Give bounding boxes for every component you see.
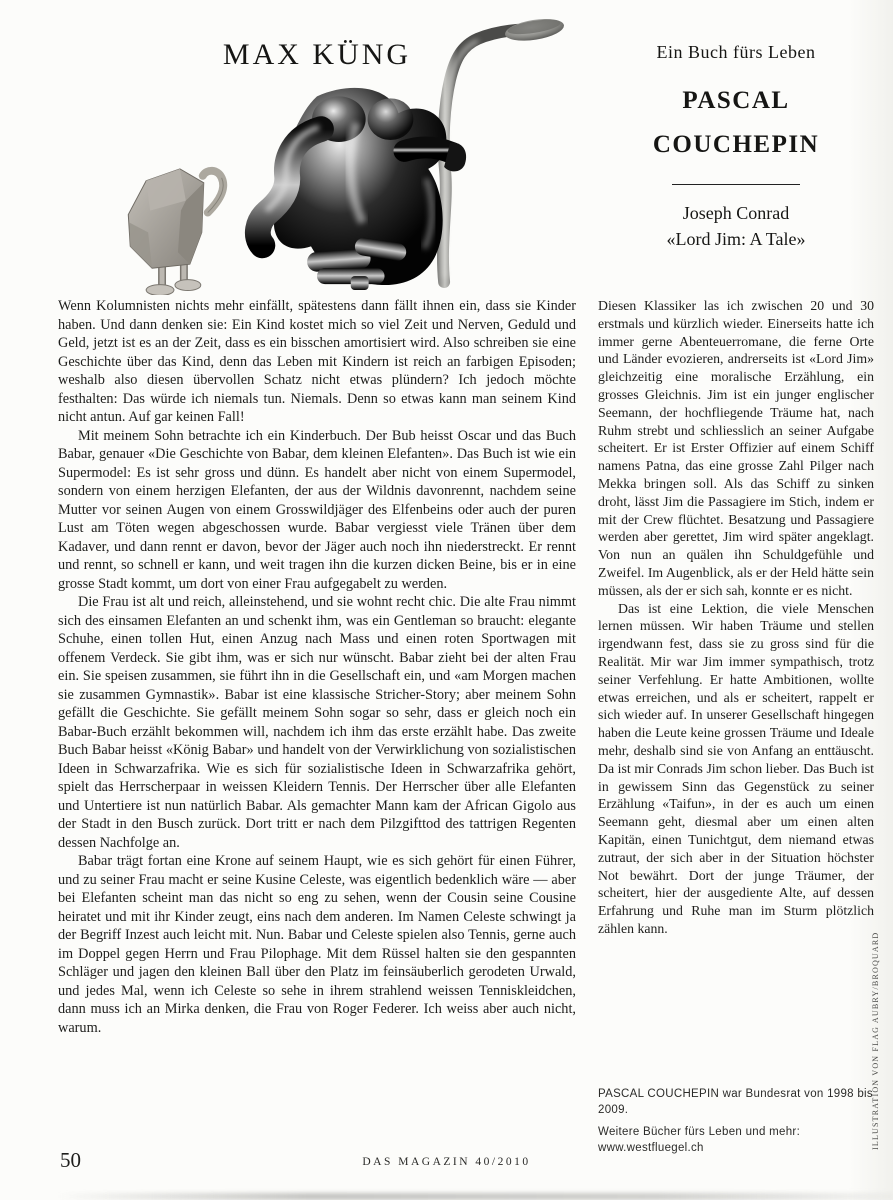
article-paragraph: Mit meinem Sohn betrachte ich ein Kinderbuch. Der Bub heisst Oscar und das Buch Babar, genauer «Die Geschichte von Babar, dem kleinen Elefanten». Das Buch ist wie ein Supermodel: Es ist sehr gross und dünn. Es handelt aber nicht von einem Supermodel, sondern von einem herzigen Elefanten, der aus der Wildnis davonrennt, nachdem seine Mutter vor seinen Augen von einem Grosswildjäger des Elfenbeins oder auch der puren Lust am Töten wegen abgeschossen wurde. Babar vergiesst viele Tränen über dem Kadaver, und dann rennt er davon, bevor der Jäger auch noch ihn niederstreckt. Er rennt und rennt, so schnell er kann, und weit tragen ihn die kurzen dicken Beine, bis er in eine grosse Stadt kommt, um dort von einer Frau aufgegabelt zu werden. (58, 427, 576, 592)
magazine-issue-label: DAS MAGAZIN 40/2010 (362, 1156, 531, 1168)
series-kicker: Ein Buch fürs Leben (656, 42, 816, 62)
scan-edge-shadow (55, 1193, 893, 1200)
header-divider (672, 184, 800, 185)
book-author: Joseph Conrad (682, 203, 790, 223)
article-paragraph: Das ist eine Lektion, die viele Menschen lernen müssen. Wir haben Träume und stellen irgendwann fest, dass sie zu gross sind für die Realität. Mir war Jim immer sympathisch, trotz seiner Verfehlung. Er hatte Ambitionen, wollte etwas erreichen, und als er scheitert, rappelt er sich wieder auf. In unserer Gesellschaft hingegen haben die Leute keine grossen Träume und Ideale mehr, deshalb sind sie von Anfang an enttäuscht. Da ist mir Conrads Jim schon lieber. Das Buch ist in gewissem Sinn das Gegenstück zu seiner Erzählung «Taifun», in der es auch um einen Seemann geht, diesmal aber um einen alten Kapitän, einen Tunichtgut, dem niemand etwas zutraut, der sich aber in der Situation höchster Not bewährt. Dort der junge Träumer, der scheitert, hier der ausgediente Alte, auf dessen Erfahrung und Ruhe man im Sturm plötzlich zählen kann. (598, 600, 874, 936)
book-title: «Lord Jim: A Tale» (666, 229, 806, 249)
website-url: www.westfluegel.ch (598, 1142, 704, 1154)
stone-figure-icon (128, 169, 223, 295)
author-bio-note: PASCAL COUCHEPIN war Bundesrat von 1998 bis 2009. (598, 1088, 873, 1116)
article-paragraph: Die Frau ist alt und reich, alleinstehend, und sie wohnt recht chic. Die alte Frau nimmt sich des einsamen Elefanten an und schenkt ihm, was ein Gentleman so braucht: elegante Schuhe, einen tollen Hut, einen Anzug nach Mass und einen roten Sportwagen mit offenem Verdeck. Sie gibt ihm, was er sich nur wünscht. Babar zieht bei der alten Frau ein. Sie speisen zusammen, sie führt ihn in die Gesellschaft ein, und «am Morgen machen sie zusammen Gymnastik». Babar ist eine klassische Stricher-Story; aber meinem Sohn gefällt die Geschichte. Sie gefällt meinem Sohn sogar so sehr, dass er gleich noch ein Babar-Buch erzählt bekommen will, nachdem ich ihm das erste erzählt habe. Das zweite Buch Babar heisst «König Babar» und handelt von der Verwirklichung von sozialistischen Ideen in Schwarzafrika. Wie es sich für sozialistische Ideen in Schwarzafrika gehört, spielt das Herrscherpaar in weissen Kleidern Tennis. Der Herrscher über alle Elefanten und Untertiere ist nun natürlich Babar. Als gemachter Mann kam der African Gigolo aus der Stadt in den Busch zurück. Dort tritt er nach dem Pilzgifttod des tattrigen Regenten dessen Nachfolge an. (58, 594, 576, 851)
right-column-header (598, 42, 874, 252)
column-author-title: MAX KÜNG (222, 38, 412, 71)
article-paragraph: Babar trägt fortan eine Krone auf seinem Haupt, wie es sich gehört für einen Führer, und zu seiner Frau macht er seine Kusine Celeste, was eigentlich bedenklich wäre — aber bei Elefanten scheint man das nicht so eng zu sehen, wenn der Cousin seine Cousine heiratet und mit ihr Kinder zeugt, eins nach dem anderen. Im Namen Celeste schwingt ja der Begriff Inzest auch leicht mit. Nun. Babar und Celeste spielen also Tennis, gerne auch im Doppel gegen Herrn und Frau Pilophage. Mit dem Rüssel halten sie den gespannten Schläger und jagen den kleinen Ball über den Platz im feinsäuberlich gerodeten Urwald, und jedes Mal, wenn ich Celeste so sehe in ihrem strahlend weissen Tenniskleidchen, dann muss ich an Mirka denken, die Frau von Roger Federer. Ich weiss aber auch nicht, warum. (58, 853, 576, 1036)
more-books-note (598, 1124, 874, 1156)
page-number: 50 (60, 1148, 81, 1172)
right-article-column (598, 297, 874, 938)
article-paragraph: Wenn Kolumnisten nichts mehr einfällt, spätestens dann fällt ihnen ein, dass sie Kinder haben. Und dann denken sie: Ein Kind kostet mich so viel Zeit und Nerven, Geduld und Geld, jetzt ist es an der Zeit, dass es ein bisschen amortisiert wird. Also schreiben sie eine Geschichte über das Kind, denn das Leben mit Kindern ist reich an farbigen Episoden; weshalb also diesen übervollen Schatz nicht etwas plündern? Ich jedoch möchte festhalten: Das würde ich niemals tun. Niemals. Denn so etwas kann man seinem Kind nicht antun. Auf gar keinen Fall! (58, 298, 576, 425)
left-article-column (58, 297, 576, 1037)
person-name-line1: PASCAL (682, 87, 790, 114)
illustration-credit: ILLUSTRATION VON FLAG AUBRY/BROQUARD (871, 931, 880, 1150)
person-name-line2: COUCHEPIN (652, 131, 820, 158)
blob-creature-icon (258, 88, 466, 290)
article-paragraph: Diesen Klassiker las ich zwischen 20 und 30 erstmals und kürzlich wieder. Einerseits hatte ich immer gerne Abenteuerromane, die ferne Orte und Länder evozieren, andrerseits ist «Lord Jim» gleichzeitig eine moralische Erzählung, ein grosses Gleichnis. Jim ist ein junger englischer Seemann, der hochfliegende Träume hat, nach Ruhm strebt und schliesslich an seiner Aufgabe scheitert. Er ist Erster Offizier auf einem Schiff namens Patna, das eine grosse Zahl Pilger nach Mekka bringen soll. Als das Schiff zu sinken droht, lässt Jim die Passagiere im Stich, indem er mit der Crew flüchtet. Besatzung und Passagiere werden aber gerettet, Jim wird später angeklagt. Von nun an quälen ihn Schuldgefühle und Zweifel. Im Augenblick, als er der Held hätte sein müssen, als der er sich sah, konnte er es nicht. (598, 298, 874, 598)
more-books-line: Weitere Bücher fürs Leben und mehr: (598, 1126, 801, 1138)
